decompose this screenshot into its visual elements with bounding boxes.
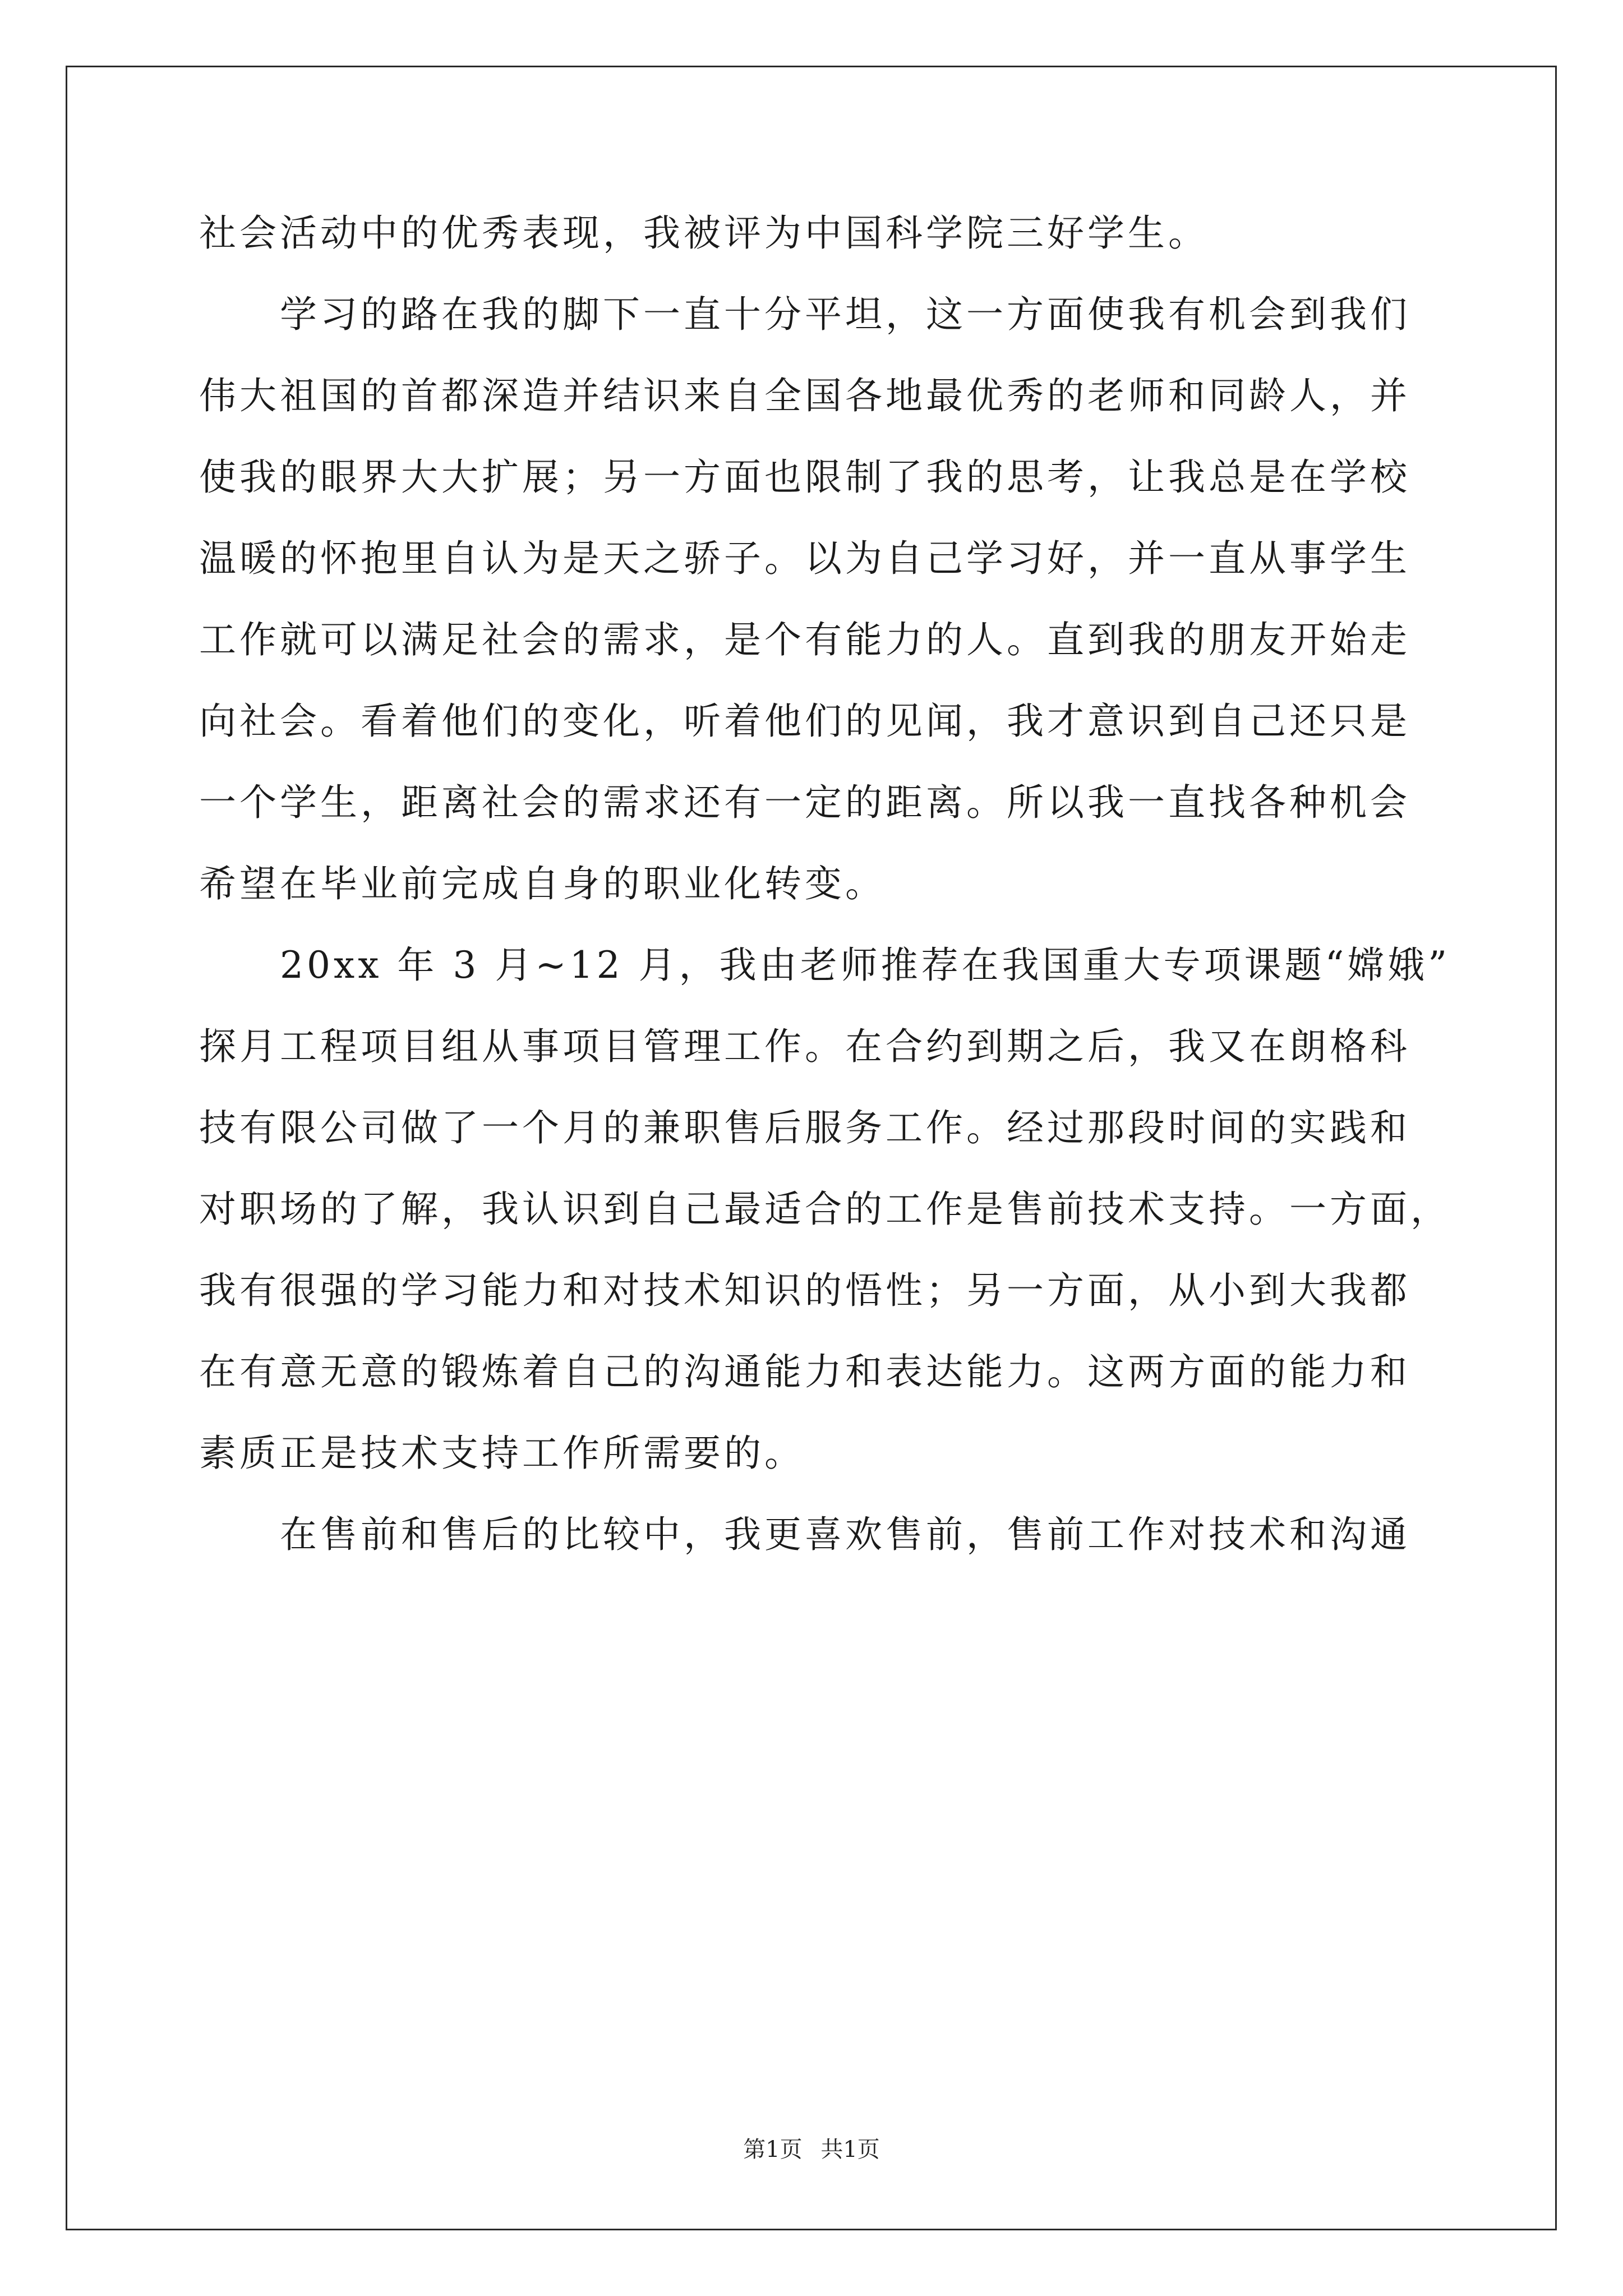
text-line: 20xx 年 3 月~12 月，我由老师推荐在我国重大专项课题“嫦娥”	[199, 944, 1451, 987]
text-line: 温暖的怀抱里自认为是天之骄子。以为自己学习好，并一直从事学生	[199, 537, 1410, 580]
page-number: 第1页	[743, 2137, 803, 2162]
text-line: 使我的眼界大大扩展；另一方面也限制了我的思考，让我总是在学校	[199, 455, 1410, 499]
text-line: 在售前和售后的比较中，我更喜欢售前，售前工作对技术和沟通	[199, 1513, 1410, 1556]
text-line: 社会活动中的优秀表现，我被评为中国科学院三好学生。	[199, 211, 1209, 255]
text-line: 技有限公司做了一个月的兼职售后服务工作。经过那段时间的实践和	[199, 1106, 1410, 1149]
text-line: 探月工程项目组从事项目管理工作。在合约到期之后，我又在朗格科	[199, 1025, 1410, 1068]
text-line: 一个学生，距离社会的需求还有一定的距离。所以我一直找各种机会	[199, 781, 1410, 824]
text-line: 学习的路在我的脚下一直十分平坦，这一方面使我有机会到我们	[199, 293, 1410, 336]
text-line: 希望在毕业前完成自身的职业化转变。	[199, 862, 886, 905]
text-line: 对职场的了解，我认识到自己最适合的工作是售前技术支持。一方面，	[199, 1188, 1451, 1231]
text-line: 素质正是技术支持工作所需要的。	[199, 1432, 805, 1475]
text-line: 工作就可以满足社会的需求，是个有能力的人。直到我的朋友开始走	[199, 618, 1410, 661]
text-line: 伟大祖国的首都深造并结识来自全国各地最优秀的老师和同龄人，并	[199, 374, 1410, 417]
text-line: 我有很强的学习能力和对技术知识的悟性；另一方面，从小到大我都	[199, 1269, 1410, 1312]
page-footer	[0, 2132, 1623, 2164]
document-body	[199, 208, 1451, 1590]
text-line: 在有意无意的锻炼着自己的沟通能力和表达能力。这两方面的能力和	[199, 1350, 1410, 1393]
text-line: 向社会。看着他们的变化，听着他们的见闻，我才意识到自己还只是	[199, 700, 1410, 743]
page-total: 共1页	[820, 2137, 880, 2162]
